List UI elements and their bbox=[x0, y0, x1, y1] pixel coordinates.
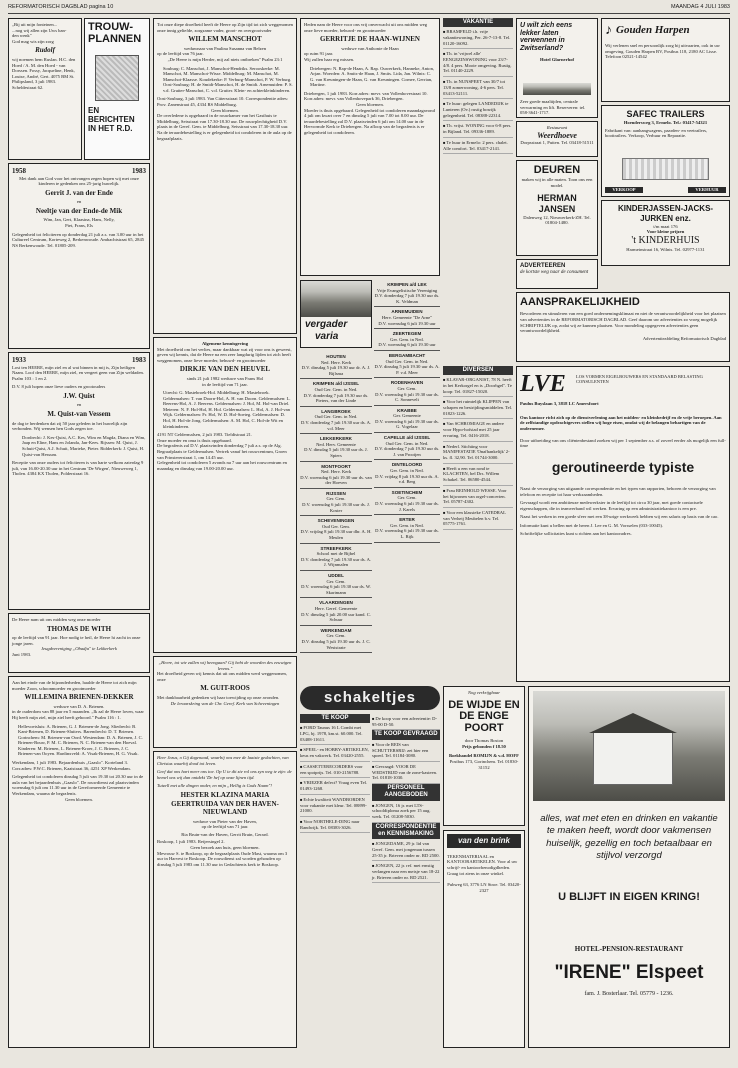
dirkje-address: 4191 NT Geldermalsen, 2 juli 1983. Tieldistraat 21. bbox=[157, 432, 253, 438]
church-service bbox=[300, 434, 372, 461]
personeel-title: PERSONEEL AANGEBODEN bbox=[372, 784, 440, 801]
dirkje-families: Utrecht: G. Mastebroek-Hol. Middelburg: H. Mastebroek. Geldermalsen: T. van Doorn-Hol, A. H. van Doorn. Geldermalsen: L. Beerens-Hol, A. J. Beerens. Geldermalsen: J. Hol, M. Hol-van Driel. Meteren: N. F. Hol-Hol, H. Hol. Geldermalsen: L. Hol, A. J. Hol-van Wijk. Geldermalsen: Fr. Hol, W. D. Hol-Soeteg. Geldermalsen: D. Hol, H. Hol-de Jong. Geldermalsen: A. M. Hol, C. Hol-de Wit en kleinkinderen. bbox=[163, 390, 291, 429]
church-name: UDDEL bbox=[328, 573, 344, 578]
church-sub: Ger. Gem. in Ned. bbox=[390, 522, 424, 528]
vakantie-item: ■ Te huur in Ermelo: 2 pers. chalet. Alle comfort. Tel. 03417-2141. bbox=[443, 138, 513, 154]
anniv33-note: Receptie van onze ouders tot feliciteren is van harte welkom zaterdag 9 juli, van 16.00-20.30 uur in het Centrum 'De Wirgen', Nieuweweg 1, Tholen. 4384 KX Tholen, Polderstraat 16. bbox=[12, 460, 144, 477]
church-service bbox=[374, 488, 440, 515]
guit-name: M. GUIT-ROOS bbox=[200, 684, 250, 693]
church-sub: School met de Bijbel bbox=[316, 551, 356, 557]
anniv33-and: en bbox=[76, 402, 82, 408]
church-sub: Herv. Geref. Gemeente bbox=[314, 605, 358, 611]
church-col-2 bbox=[374, 280, 440, 682]
birth-intro: „Bij uit mijn fonteinen... bbox=[12, 22, 58, 27]
trouw-title-3: EN bbox=[88, 106, 100, 115]
irene-type: HOTEL-PENSION-RESTAURANT bbox=[574, 945, 684, 953]
te-koop-item: ■ SPEEL- en HOBBY-ARTIKELEN, keus en vakwerk. Tel. 03420-2555. bbox=[300, 745, 370, 761]
page-header bbox=[8, 4, 730, 14]
church-service bbox=[300, 626, 372, 653]
church-text: D.V. donderdag 7 juli 19.30 uur ds. Pieters, van der Linde bbox=[303, 392, 369, 404]
header-left: REFORMATORISCH DAGBLAD pagina 10 bbox=[8, 4, 114, 10]
lve-desc: Naast de verzorging van uitgaande correspondentie en het typen van rapporten, behoren de verzorging van telefoon en receptie tot haar werkzaamheden. bbox=[520, 485, 716, 497]
lve-desc2: Gevraagd wordt een ambitieuze medewerkster in de leeftijd tot circa 30 jaar, met goede contactuele eigenschappen, die in teamverband wil werken. Ervaring op een administratiekantoor is een pre. bbox=[520, 500, 703, 511]
gerritje-body: Moeder is thuis opgebaard. Gelegenheid tot condoleren maandagavond 4 juli om kwart over 7 en dinsdag 5 juli van 7.00 tot 8.00 uur. De teraardebestelling zal D.V. plaatsvinden 6 juli om 14.00 uur in de Hervormde Kerk te Driebergen. Na afloop van de begrafenis is er gelegenheid tot condoleren. bbox=[304, 107, 435, 136]
gerritje-note2: Geen bloemen. bbox=[356, 102, 384, 108]
boek-ad bbox=[443, 686, 525, 826]
kinderjassen-sub2: Voor kleine prijzen bbox=[646, 229, 685, 235]
church-name: KRIMPEN a/d IJSSEL bbox=[312, 381, 360, 387]
irene-slogan: alles, wat met eten en drinken en vakantie te maken heeft, wordt door vakmensen huiselijk, gezellig en toch betaalbaar en stijlvol verzorgd bbox=[540, 813, 718, 862]
kinderjassen-title: KINDERJASSEN-JACKS-JURKEN enz. bbox=[617, 204, 714, 223]
safec-title: SAFEC TRAILERS bbox=[626, 109, 705, 119]
church-text: D.V. donderdag 7 juli 19.30 uur ds. J. van Prooijen bbox=[374, 446, 440, 457]
anniv-year-2: 1983 bbox=[132, 167, 146, 175]
church-service bbox=[300, 516, 372, 543]
willem-sub: weduwnaar van Paulina Susanna van Belzen bbox=[183, 45, 267, 51]
church-sub: Oud Ger. Gem. bbox=[321, 523, 351, 529]
boek-author: door Thomas Boston bbox=[464, 738, 504, 744]
death-hester bbox=[153, 751, 297, 1048]
diversen-item: ■ Heeft u een van rond te KLACHTEN, bel Drs. Willem Schakel. Tel. 06580-4544. bbox=[443, 464, 513, 486]
vergader-title: vergader bbox=[305, 319, 348, 330]
church-text: D.V. dinsdag 5 juli 19.30 uur ds. J. C. Weststrate bbox=[301, 638, 371, 650]
vakantie-item: ■ BRAMFELD t.h. vrije vakantiewoning, Per. 26-7-13-8. Tel. 01120-16092. bbox=[443, 27, 513, 49]
hester-body2: Tutzell met alle dingen onder, en mijn „Hellig is Gods Naam"! bbox=[157, 783, 272, 789]
anniv-kids: Wim, Jan, Gert, Klaasina, Hans, Nelly, Piet, Frans, Els bbox=[43, 217, 115, 228]
anniversary-1958 bbox=[8, 163, 150, 349]
trailer-illustration bbox=[622, 158, 709, 180]
church-text: D.V. woensdag 6 juli 19.30 uur ds. J. Karels bbox=[375, 501, 439, 512]
church-text: D.V. woensdag 6 juli 19.30 uur bbox=[378, 342, 436, 348]
dirkje-body2: De begrafenis zal D.V. plaatsvinden donderdag 7 juli a.s. op de Alg. Begraafplaats te Geldermalsen. Vertrek vanaf het rouwcentrum, Groen van Prinstererstraat 1, om 14.45 uur. bbox=[157, 443, 287, 460]
kinderjassen-ad bbox=[601, 200, 730, 266]
lve-contact: Informatie kunt u bellen met de heren J. Lee en G. M. Vorsselen (033-10045). bbox=[520, 522, 664, 528]
thomas-sign: Jeugdvereniging „Obadja" te Lekkerkerk bbox=[41, 646, 117, 652]
church-sub: Ger. Gem. in Ned. bbox=[390, 336, 424, 342]
gouden-harpen-ad bbox=[601, 18, 730, 102]
hotel-photo bbox=[533, 691, 725, 801]
gevraagd-item: ■ Gevraagd: VOOR DE WEDSTRIJD van de zone-kasteen. Tel. 01818-1030. bbox=[372, 762, 440, 784]
zwitserland-hotel: Hotel Glarnerhof bbox=[539, 56, 575, 62]
willemina-address: Werkendam, 1 juli 1983. Bejaardenhuis „Gaaslo". Korteland 3. Corr.adres: P.W.C. Brienen, Kaaistraat 36, 4251 XP Werkendam. bbox=[12, 760, 131, 771]
church-service bbox=[300, 544, 372, 571]
death-willem-manschot bbox=[153, 18, 297, 334]
gerritje-note: Wij zullen haar erg missen. bbox=[304, 56, 355, 62]
rings-illustration bbox=[95, 55, 139, 101]
trouw-title-5: IN HET R.D. bbox=[88, 123, 133, 133]
deuren-name: HERMAN JANSEN bbox=[537, 192, 577, 214]
willem-verse: „De Heere is mijn Herder, mij zal niets ontbreken" Psalm 23:1 bbox=[167, 56, 283, 62]
church-sub: Oud Ger. Gem. in Ned. bbox=[385, 358, 429, 364]
boek-addr: Postbus 173, Gorinchem. Tel. 01830-31152 bbox=[449, 759, 519, 770]
gerritje-address: Driebergen, 1 juli 1983. Korr.adres: mevr. van Vollenhovestraat 10. Korr.adres: mevr. van Vollenhovepark 36, Driebergen. bbox=[304, 90, 428, 102]
correspondentie-item: ■ JONGEN, 22 jr. ref. met ernstig verlangen naar een meisje van 18-22 jr. Brieven onder nr. RD 2521. bbox=[372, 861, 440, 883]
safec-verhuur-label: VERHUUR bbox=[688, 187, 726, 193]
church-service bbox=[374, 515, 440, 542]
classified-col-tekoop bbox=[300, 714, 370, 1048]
vakantie-item: ■ Th. in 'vrijwel alle' EENGEZINSWONING voor 23/7-4/8. 4 pers. Mooie omgeving. Rustig. Tel. 01140-2229. bbox=[443, 49, 513, 77]
lve-apply: Schriftelijke sollicitaties kunt u richten aan het kantooradres. bbox=[520, 531, 632, 537]
gerritje-age: op ruim 91 jaar. bbox=[304, 51, 334, 57]
boek-small: Nog verkrijgbaar bbox=[467, 690, 501, 695]
safec-ad bbox=[601, 105, 730, 197]
aansprakelijkheid-text: Bevorderen en stimuleren van een goed ondernemingsklimaat en niet de verantwoordelijkheid voor het plaatsen van advertenties in de REFORMATORISCH DAGBLAD. Geef daarom uw advertenties zo vroeg mogelijk SCHRIFTELIJK op, zodat wij ze kunnen plaatsen. Voor mondeling opgegeven advertenties geen verantwoordelijkheid. bbox=[520, 311, 726, 334]
vakantie-title: VAKANTIE bbox=[443, 18, 513, 27]
trouw-title-4: BERICHTEN bbox=[88, 114, 135, 124]
church-service bbox=[300, 571, 372, 598]
dirkje-body3: Gelegenheid tot condoleren 5 avonds na 7 uur aan het rouwcentrum en maandag en dinsdag van 19.00-20.00 uur. bbox=[157, 460, 287, 471]
te-koop-item: ■ Voor NORTHELE-DING naar Randwijk. Tel. 08383-3026. bbox=[300, 817, 370, 833]
diversen-item: ■ Frau REINHOLD WESSE. Voor het bijwonen van orgel-concerten. Tel. 05787-4302. bbox=[443, 486, 513, 508]
vergader-photo bbox=[301, 281, 371, 317]
schakeltjes-banner: schakeltjes bbox=[300, 686, 440, 710]
zwitserland-photo bbox=[523, 83, 591, 95]
church-name: HOUTEN bbox=[326, 354, 346, 359]
hester-name: HESTER KLAZINA MARIA GEERTRUIDA VAN DER HAVEN-NIEUWLAND bbox=[171, 790, 279, 817]
hotel-building bbox=[593, 731, 673, 785]
church-service bbox=[374, 406, 440, 433]
correspondentie-title: CORRESPONDENTIE en KENNISMAKING bbox=[372, 823, 440, 840]
church-text: D.V. vrijdag 8 juli 19.30 uur dhr. A. H. Meulen bbox=[300, 529, 372, 541]
lve-intro: Ons kantoor richt zich op de dienstverlening aan het midden- en kleinbedrijf en de vrije beroepen. Aan de zelfstandige opdrachtgevers stellen wij hoge eisen, omdat wij de belangen behartigen van de ondernemer. bbox=[520, 414, 722, 432]
adverteren-ad bbox=[516, 259, 598, 289]
kinderjassen-sub: t/m maat 176 bbox=[653, 223, 678, 229]
de-koop-note: ■ De koop voor een advertentie: D-95-00 D-50. bbox=[372, 714, 440, 730]
deuren-addr: Dalenweg 12, Nieuwerkerk-ZH. Tel. 01804-1480. bbox=[523, 214, 591, 226]
thomas-name: THOMAS DE WITH bbox=[46, 624, 112, 633]
personeel-item: ■ JONGEN, 16 jr. met LTS-schooldiploma zoek per 15 aug. werk. Tel. 01208-5030. bbox=[372, 801, 440, 823]
varia-title: varia bbox=[315, 331, 339, 342]
anniv-and: en bbox=[76, 199, 82, 205]
hester-age: op de leeftijd van 71 jaar. bbox=[201, 824, 249, 830]
anniv33-body: D.V. 8 juli hopen onze lieve ouders en grootouders bbox=[12, 384, 106, 390]
dirkje-note: Onze moeder en oma is thuis opgebaard. bbox=[157, 437, 232, 443]
zwitserland-ad bbox=[516, 18, 598, 118]
diversen-item: ■ Voor het ruimtelijk KLIPPEN van schapen en bestrijdingsmiddelen. Tel. 01823-1226. bbox=[443, 397, 513, 419]
gevraagd-item: ■ Voor de REIS van SCHUTTERSRIJ: zet hier een spoed. Tel. 01184-3080. bbox=[372, 740, 440, 762]
aansprakelijkheid-notice bbox=[516, 292, 730, 362]
church-text: D.V. donderdag 7 juli 19.30 uur ds. A. v.d. Meer bbox=[300, 419, 372, 431]
guit-body2: Met dankbaarheid gedenken wij haar toewijding op onze avonden. bbox=[157, 694, 280, 700]
anniv-bride: Neeltje van der Ende-de Mik bbox=[35, 206, 123, 215]
anniv33-year-1: 1933 bbox=[12, 356, 26, 364]
hotel-roof bbox=[589, 713, 677, 733]
willemina-sign: Geen bloemen. bbox=[65, 796, 93, 802]
dirkje-dates: sinds 21 juli 1982 weduwe van Frans Hol bbox=[186, 375, 264, 381]
gerritje-families: Driebergen: N. Rap-de Haan, A. Rap. Ouwerkerk, Hanneke, Anton, Arjan. Woerden: A. Smits-de Haan, J. Smits. Lida, Jan. Wilnis: C. G. van Kreuningen-de Haan, G. van Kreuningen. Cornee, Gerrian, Martine. bbox=[310, 65, 435, 88]
lve-body: Door uitbreiding van ons cliëntenbestand zoeken wij per 1 september a.s. of zoveel eerder als mogelijk een full-time bbox=[520, 437, 726, 449]
church-name: CAPELLE a/d IJSSEL bbox=[383, 435, 431, 441]
church-service bbox=[374, 460, 440, 487]
church-name: ZEERTEGEM bbox=[392, 331, 422, 337]
church-text: D.V. woensdag 6 juli 19.30 uur ds. G. Vogelaar bbox=[375, 418, 439, 430]
church-text: D.V. woensdag 6 juli 19.30 uur ds. J. Koster bbox=[302, 502, 370, 513]
boek-shop: Boekhandel ROMIJN & v.d. HOFF bbox=[449, 753, 519, 759]
willem-name: WILLEM MANSCHOT bbox=[188, 35, 262, 44]
te-koop-item: ■ FORD Taunus 16 L Combi met LPG, bj. 1978, km.st. 60.000. Tel. 03408-11611. bbox=[300, 723, 370, 745]
van-den-brink-ad bbox=[443, 830, 525, 1048]
church-name: LANGBROEK bbox=[321, 408, 351, 414]
willemina-sub: weduwe van D. A. Brienen. bbox=[53, 703, 105, 709]
birth-intro3: den wenk" bbox=[12, 33, 32, 39]
anniv33-children: Dordrecht: J. Kes-Quist, A.C. Kes, Wim en Magda, Diana en Wim, Jaap en Eline, Hans en Jolanda, Jan-Kees. Rijssen: M. Quist, J. Schuit-Quist, A.J. Schuit, Marieke, Pieter. Ridderkerk: J. Quist, H. Quist-van Hessum. bbox=[22, 434, 146, 457]
diversen-item: ■ Van SCHROMIAGE en andere voor Hypo-hofstad met 25 jaar ervaring. Tel. 0416-2018. bbox=[443, 419, 513, 441]
vakantie-item: ■ Th. in NUNSPEET van 30/7 tot 13/8 zomerwoning, 4-6 pers. Tel. 03413-52111. bbox=[443, 77, 513, 99]
birth-intro4: God mag wis zijn zorg bbox=[12, 38, 54, 44]
church-sub: Ned. Herv. Kerk bbox=[320, 359, 352, 365]
willem-body2: Na de teraardebestelling is er gelegenheid tot condoleren in de aula op de begraafplaats. bbox=[157, 130, 292, 141]
safec-text: Fabrikant van: aanhangwagens, paarden- en veetrailers, boottrailers. Verkoop, Verhuur en Reparatie. bbox=[605, 127, 708, 139]
gouden-harpen-text: Wij verlenen snel en persoonlijk zorg bij uitvaarten, ook in uw omgeving. Gouden Harpen BV, Postbus 118, 2180 AC Lisse. Telefoon 02521-14542 bbox=[605, 43, 720, 60]
trouwplannen-ad bbox=[84, 18, 150, 160]
anniv33-body2: de dag te herdenken dat zij 50 jaar geleden in het huwelijk zijn verbonden. Wij wensen hen Gods zegen toe. bbox=[12, 420, 128, 432]
boek-title: DE WIJDE EN DE ENGE POORT bbox=[448, 698, 520, 734]
birth-announcement bbox=[8, 18, 82, 160]
diversen-title: DIVERSEN bbox=[443, 366, 513, 375]
church-text: D.V. dinsdag 5 juli 19.30 uur ds. J. Spiers bbox=[304, 447, 368, 458]
church-service bbox=[374, 351, 440, 378]
anniv33-year-2: 1983 bbox=[132, 356, 146, 364]
church-name: RIJSSEN bbox=[326, 490, 346, 496]
church-name: RODENHAVEN bbox=[390, 380, 424, 386]
harp-icon: ♪ bbox=[605, 23, 612, 38]
te-koop-item: ■ VRIEZER defect? Vraag even Tel. 01493-1268. bbox=[300, 778, 370, 794]
church-sub: Oud Ger. Gem. in Ned. bbox=[314, 386, 358, 392]
anniv-intro: Met dank aan God voor het ontvangen zegen hopen wij met onze kinderen te gedenken ons 25-jarig huwelijk. bbox=[19, 175, 139, 187]
guit-body: Het droefheid geven wij kennis dat uit ons midden werd weggenomen, onze bbox=[157, 671, 287, 682]
church-name: MONTFOORT bbox=[321, 463, 351, 469]
church-name: VLAARDINGEN bbox=[319, 600, 353, 606]
lve-org: LOS VORMEN EIGELBOUWERS EN STANDAARD BELASTING CONSULENTEN bbox=[575, 374, 703, 385]
aansprakelijkheid-sign: Advertentieafdeling Reformatorisch Dagblad bbox=[642, 335, 726, 341]
willemina-families: Hellevoetsluis: A. Brienen, G. J. Brienen-de Jong. Sliedrecht: B. Kant-Brienen, D. Brienen-Sluiters. Barendrecht: D. T. Brienen. Gorinchem: M. Brienen-van Oord. Westendam: D. A. Brienen, J. C. Brienen-Bouw, P. M. C. Brienen, N. C. Brienen-van den Hoeval. Kinderen: M. Brienen, L. Brienen-Kroer, J. C. Brienen, J. C. Brienen-van Ooyen. Hardinxveld: A. Visak-Brienen, H. G. Visak. bbox=[18, 723, 143, 757]
classified-col-gevraagd bbox=[372, 714, 440, 1048]
church-service bbox=[300, 352, 372, 379]
church-text: D.V. woensdag 6 juli 19.30 uur bbox=[378, 320, 436, 326]
deuren-title: DEUREN bbox=[533, 164, 581, 176]
kinderhuis-addr: Harmeinstraat 16, Wilnis. Tel. 02977-1131 bbox=[626, 246, 705, 252]
lve-vacancy-ad bbox=[516, 366, 730, 682]
birth-name: Rudolf bbox=[35, 46, 55, 55]
church-service bbox=[300, 462, 372, 489]
diversen-item: ■ KLAVAR-ORGANIST, 78 N. heeft in het Kerkorgel en is „Doorhgel". Te koop: Tel. 01827-15020. bbox=[443, 375, 513, 397]
te-koop-item: ■ Echte kwaliteit WANDBORDEN voor vakantie met kleur. Tel. 08899-21000. bbox=[300, 795, 370, 817]
willem-families: Souburg: C. Manschot, J. Manschot-Hendriks. Serooskerke: M. Manschot, M. Manschot-Wisse. Middelburg: M. Manschot, M. Manschot-Klaasse. Koudekerke: P. Verburg-Manschot, P. W. Verburg. Oost-Souburg: H. de Smidt-Manschot, H. de Smidt. Arnemuiden: P. S. v.d. Gruiter-Manschot, C. v.d. Gruiter. Klein- en achterkleinkinderen. bbox=[163, 65, 293, 93]
church-name: ARNEMUIDEN bbox=[391, 309, 423, 315]
classified-col-diversen bbox=[443, 366, 513, 682]
death-willemina bbox=[8, 676, 150, 1048]
church-sub: Ger. Gem. bbox=[326, 633, 346, 639]
thomas-intro: De Heere nam uit ons midden weg onze moeder bbox=[12, 617, 101, 622]
van-den-brink-addr: Pubweg 63, 3776 LN Stroe. Tel. 03420-2327 bbox=[447, 882, 521, 893]
thomas-body: op de leeftijd van 91 jaar. Hoe nodig te heil, de Heere hi zacht in onze jonge jaren. bbox=[12, 635, 141, 646]
church-text: D.V. dinsdag 5 juli 19.30 uur dr. A. J. Bijlsma bbox=[301, 365, 371, 376]
te-koop-item: ■ CASSETTERECORDERS voor een spotprijs. Tel. 010-2156788. bbox=[300, 762, 370, 778]
anniv33-bride: M. Quist-van Vessem bbox=[47, 410, 111, 419]
church-name: BERGAMBACHT bbox=[388, 352, 426, 358]
church-sub: Ger. Gem. bbox=[326, 496, 346, 502]
hester-body3: Mevrouw S. te Boskoop, op de begraafplaats Oude Mast, waarna om 3 uur in Harvest te Boskoop. De rouwdienst zal worden gehouden op dinsdag 5 juli 1983 om 11.30 uur in Gedachtenis kerk te Boskoop. bbox=[157, 850, 288, 867]
church-name: ERTER bbox=[399, 517, 415, 523]
dirkje-age: in de leeftijd van 71 jaar. bbox=[202, 381, 248, 387]
death-dirkje bbox=[153, 337, 297, 653]
church-name: KRABBE bbox=[397, 407, 417, 413]
church-sub: Ger. Gemeente bbox=[393, 413, 421, 419]
church-name: DINTELOORD bbox=[391, 462, 423, 468]
church-text: D.V. woensdag 6 juli 19.30 uur ds. C. Sonnevelt bbox=[375, 391, 439, 403]
dirkje-body: Met droefheid om het verlies, maar dankbaar wat zij voor ons is geweest, geven wij kennis, dat de Heere na een zeer langdurig lijden tot zich heeft weggenomen, onze lieve moeder, behuwd- en grootmoeder bbox=[157, 346, 292, 363]
church-text: D.V. donderdag 7 juli 19.30 uur ds. A. J. Wijnmalen bbox=[300, 556, 372, 568]
kinderhuis-name: 't KINDERHUIS bbox=[631, 234, 700, 246]
dirkje-name: DIRKJE VAN DEN HEUVEL bbox=[179, 365, 271, 374]
death-gerritje bbox=[300, 18, 440, 276]
church-text: D.V. vrijdag 8 juli 19.30 uur ds. A. v.d. Berg bbox=[375, 473, 439, 485]
safec-addr: Hoendersweg 3, Ermelo. Tel.: 03417-54321 bbox=[623, 119, 708, 125]
restaurant-text: Dorpsstraat 1, Putten. Tel. 03418-51511 bbox=[520, 140, 594, 146]
church-col-1 bbox=[300, 352, 372, 682]
anniv-groom: Gerrit J. van der Ende bbox=[45, 188, 113, 197]
aansprakelijkheid-title: AANSPRAKELIJKHEID bbox=[520, 296, 640, 308]
church-name: STREEFKERK bbox=[320, 545, 352, 551]
anniv33-groom: J.W. Quist bbox=[63, 391, 95, 400]
anniversary-1933 bbox=[8, 352, 150, 610]
trouw-title-2: PLANNEN bbox=[88, 32, 142, 45]
church-text: D.V. woensdag 6 juli 19.30 uur ds. L. Rijk bbox=[375, 528, 439, 539]
vakantie-item: ■ Te huur: gelegen LANDEDIJK te Lunteren (Ov.) rustig bosrijk gelegenheid. Tel. 08388-22314. bbox=[443, 99, 513, 121]
church-sub: Ned. Herv. Gemeente bbox=[316, 441, 356, 447]
willem-address: Oost-Souburg, 3 juli 1983. Van Cittersstraat 10. Correspondentie adres: Prov. Zanenstraat 45, 4334 RS Middelburg. bbox=[157, 96, 289, 108]
header-right: MAANDAG 4 JULI 1983 bbox=[671, 4, 730, 10]
willemina-funeral: Gelegenheid tot condoleren dinsdag 5 juli van 19.30 tot 20.30 uur in de aula van het bejaardenhuis „Gaaslo". De rouwdienst zal plaatsvinden woensdag 6 juli om 11.30 uur in de Gereformeerde Gemeente te Werkendam, waarna de begrafenis. bbox=[12, 774, 144, 797]
church-sub: Ger. Gem. bbox=[397, 495, 417, 501]
guit-verse: „Heere, tot wie zullen wij heengaan? Gij hebt de woorden des eeuwigen levens." bbox=[158, 660, 292, 671]
willem-body: De overledene is opgebaard in de rouwkamer van het Gasthuis te Middelburg, Seisstraat van 17.30-18.30 uur. De rouwplechtigheid D.V. plaats in de Geref. Gem. te Middelburg, Seisstraat van 17.30-18.30 uur. bbox=[157, 113, 289, 130]
church-service bbox=[374, 280, 440, 307]
gerritje-intro: Heden nam de Heere voor ons vrij onverwacht uit ons midden weg onze lieve moeder, behuwd- en grootmoeder bbox=[304, 22, 428, 33]
irene-owner: fam. J. Bosterlaar. Tel. 05779 - 1236. bbox=[584, 991, 674, 997]
gouden-harpen-title: Gouden Harpen bbox=[616, 23, 690, 36]
trouw-title-1: TROUW- bbox=[88, 21, 133, 33]
deuren-sub: maken wij in alle maten. Toon ons een model. bbox=[521, 177, 593, 188]
church-service bbox=[374, 329, 440, 351]
lve-addr: Paulus Buyslaan 3, 3818 LC Amersfoort bbox=[520, 401, 599, 407]
anniv33-intro: Lost ten HEERE, mijn ziel en al wat binnen in mij is, Zijn heiligen Naam. Loof den HEERE, mijn ziel, en vergeet geen van Zijn weldaden. Psalm 103 : 1 en 2. bbox=[12, 364, 144, 381]
correspondentie-item: ■ JONGEDAME, 29 jr. lid van Geref. Gem. met jongeman tussen 25-35 jr. Brieven onder nr. RD 2500. bbox=[372, 839, 440, 861]
safec-verkoop-label: VERKOOP bbox=[605, 187, 643, 193]
restaurant-ad bbox=[516, 121, 598, 157]
diversen-item: ■ Voor een klassieke CATEDRAL van Verheij Meubelen b.v. Tel. 05775-1761. bbox=[443, 508, 513, 530]
lve-desc3: Naast het werken in een goede sfeer met een 38-urige werkweek hebben wij een salaris op basis van de cao. bbox=[520, 514, 719, 520]
church-text: D.V. dinsdag 5 juli 19.30 uur ds. A. P. v.d. Meer bbox=[374, 364, 440, 375]
hester-note: Geen bezoek aan huis, geen bloemen. bbox=[190, 844, 260, 850]
church-text: D.V. dinsdag 5 juli 20.00 uur kand. C. Schuur bbox=[301, 611, 371, 623]
hester-kids: Ria Bruin-van der Haven, Gerrit Bruin, Gerard. bbox=[181, 831, 269, 837]
zwitserland-title: U wilt zich eens lekker laten verwennen in Zwitserland? bbox=[520, 22, 573, 53]
church-service bbox=[300, 379, 372, 406]
hester-address: Boskoop, 1 juli 1983. Reijersingel 2. bbox=[157, 839, 225, 845]
willem-intro: Tot onze diepe droefheid heeft de Heere op Zijn tijd tot zich weggenomen onze innig geliefde, zorgzame vader, groot- en overgrootvader bbox=[157, 22, 293, 33]
anniv-body: Gelegenheid tot feliciteren op donderdag 21 juli a.s. van 3.00 uur in het Cultureel Centrum, Korteweg 2, Berkenwoude. Ambachtstraat 65, 2845 NS Berkenwoude. Tel. 01805-209. bbox=[12, 231, 145, 248]
irene-hotel-ad bbox=[528, 686, 730, 1048]
church-name: LEKKERKERK bbox=[320, 436, 352, 442]
irene-name: "IRENE" Elspeet bbox=[554, 962, 704, 983]
dirkje-intro: Algemene kennisgeving bbox=[201, 341, 249, 346]
gerritje-sub: weduwe van Anthonie de Haan bbox=[341, 45, 399, 51]
willemina-body: in de ouderdom van 88 jaar en 5 maanden. „Ik zal de Heere loven, waar Hij heeft mijn ziel, mijn ziel heeft gehoord." Psalm 116 : 1. bbox=[12, 709, 144, 720]
church-sub: Oud Ger. Gem. in Ned. bbox=[385, 440, 429, 446]
church-text: D.V. donderdag 7 juli 19.30 uur ds. K. Veldman bbox=[374, 293, 440, 304]
willemina-name: WILLEMINA BRIENEN-DEKKER bbox=[24, 693, 134, 702]
te-koop-title: TE KOOP bbox=[300, 714, 370, 723]
church-service bbox=[374, 378, 440, 405]
vergader-varia-logo bbox=[300, 280, 372, 348]
deuren-ad bbox=[516, 160, 598, 256]
church-sub: Oud Ger. Gem. in Ned. bbox=[314, 414, 358, 420]
van-den-brink-text: TEKENMATERIAAL en KANTOORARTIKELEN. Voor al uw schrijf- en kantoorbenodigdheden. Graag tot ziens in onze winkel. bbox=[447, 853, 518, 876]
gevraagd-title: TE KOOP GEVRAAGD bbox=[372, 730, 440, 739]
anniv-year-1: 1958 bbox=[12, 167, 26, 175]
death-thomas bbox=[8, 613, 150, 673]
hester-intro: Heer Jezus, o Gij dagenaad, waarbij ons mee de laatste gedachten, van Christus waarbij dood tot leven. bbox=[157, 755, 289, 766]
restaurant-label: Restaurant bbox=[546, 125, 568, 130]
classified-col-vakantie bbox=[443, 18, 513, 362]
church-sub: Vrije Evangelistische Vereniging bbox=[376, 287, 438, 293]
zwitserland-text: Zeer goede maaltijden, centrale verwarming en lift. Reserveren: tel. 058-3641-1717. bbox=[520, 99, 586, 116]
church-name: WERKENDAM bbox=[320, 627, 352, 633]
church-sub: Ger. Gem. bbox=[397, 385, 417, 391]
willem-note: Geen bloemen. bbox=[211, 107, 239, 113]
death-guit-roos bbox=[153, 656, 297, 748]
willemina-intro: Aan het einde van de bijzonderheden, haalde de Heere tot zich mijn moeder Zoon, schoonmoeder en grootmoeder bbox=[12, 680, 137, 691]
gerritje-name: GERRITJE DE HAAN-WIJNEN bbox=[320, 35, 420, 44]
church-sub: Ger. Gem. bbox=[326, 578, 346, 584]
restaurant-title: Weerdhoeve bbox=[537, 130, 577, 140]
lve-job-title: geroutineerde typiste bbox=[551, 458, 695, 475]
church-service bbox=[300, 489, 372, 516]
church-text: D.V. woensdag 6 juli 19.30 uur ds. W. Skarimann bbox=[301, 584, 371, 595]
church-service bbox=[374, 307, 440, 329]
vakantie-item: ■ Th. vrijst. WONING voor 6-8 pers. in Bijland. Tel. 09336-1889. bbox=[443, 121, 513, 137]
church-name: SCHEVENINGEN bbox=[317, 518, 355, 524]
thomas-date: Juni 1983. bbox=[12, 651, 32, 657]
guit-sign: De leraarskring van de Chr. Geref. Kerk van Scheveningen bbox=[170, 700, 280, 706]
adverteren-sub: de kortste weg naar de consument bbox=[520, 270, 589, 276]
church-service bbox=[300, 598, 372, 625]
church-sub: Ned. Herv. Kerk bbox=[320, 469, 352, 475]
church-sub: Ger. Gem. in Ned. bbox=[390, 468, 424, 474]
church-service bbox=[374, 433, 440, 460]
church-name: KRIMPEN a/d LEK bbox=[387, 282, 427, 287]
willem-age: op de leeftijd van 76 jaar. bbox=[157, 51, 204, 57]
adverteren-title: ADVERTEEREN bbox=[520, 263, 566, 269]
church-sub: Herv. Gemeente "De Arne" bbox=[381, 314, 433, 320]
birth-body: wij noemen hem Ruslan. H.C. den Hoed / A. M. den Hoed - van Dorssen. Fossy, Jacqueline, Henk, Louise, André, Gert. 4075 BM St. Philipsland, 3 juli 1983. Scheldestraat 62. bbox=[12, 56, 76, 90]
church-service bbox=[300, 407, 372, 434]
lve-logo: LVE bbox=[520, 371, 566, 397]
irene-tag: U BLIJFT IN EIGEN KRING! bbox=[558, 891, 700, 903]
church-text: D.V. woensdag 6 juli 19.30 uur ds. van der Hoeven bbox=[300, 474, 372, 486]
diversen-item: ■ Nederl. Stichting voor MANIFESTATIE 'Onafhankelijk' 2-ks. fl. 32,90. Tel. 01744-3000. bbox=[443, 442, 513, 464]
hester-body: Geef dat ons hart meer ons toe. Op U te dit zie rol ons zyn weg te zijn: de hemel ons wij dan ontdekt 'De hef op onze lijnen tijd. bbox=[157, 769, 292, 780]
hester-sub: weduwe van Pieter van der Haven, bbox=[192, 818, 258, 824]
church-name: SOETINCHEM bbox=[391, 489, 423, 495]
birth-intro2: ...nog wij allen zijn Uws ban- bbox=[12, 27, 67, 33]
van-den-brink-name: van den brink bbox=[447, 834, 521, 848]
boek-price: Prijs gebonden f 18.50 bbox=[462, 743, 506, 749]
